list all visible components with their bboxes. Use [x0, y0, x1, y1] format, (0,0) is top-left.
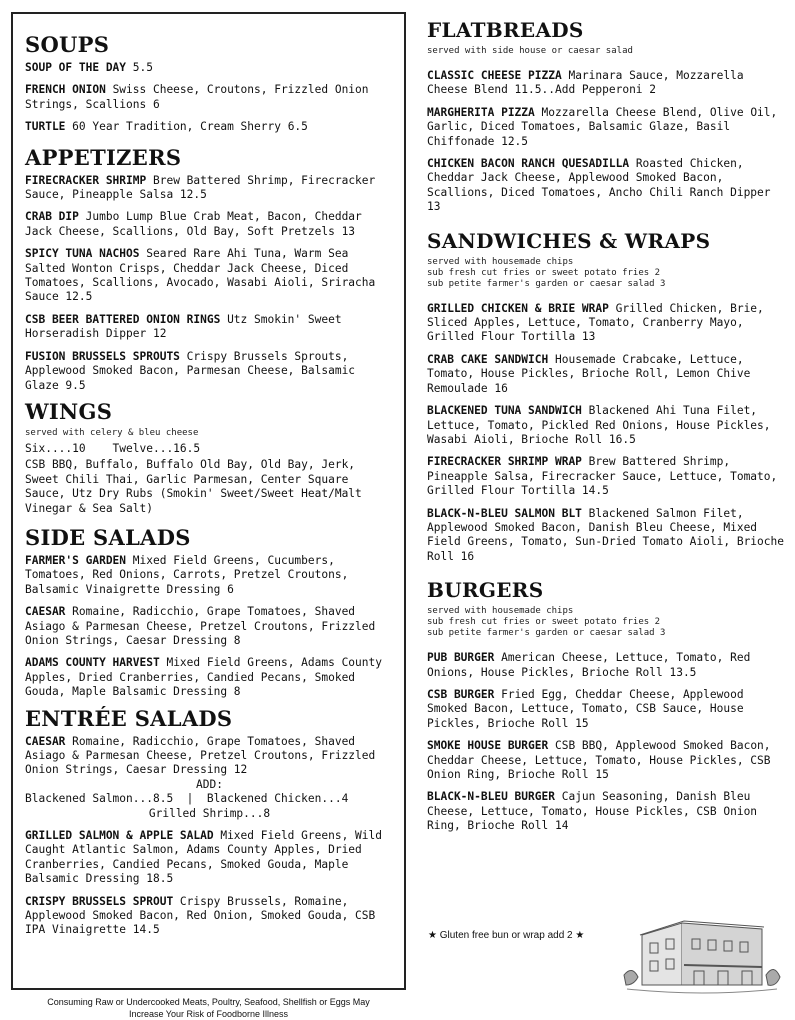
left-menu-column: [11, 12, 406, 990]
menu-item: FIRECRACKER SHRIMP Brew Battered Shrimp, Firecracker Sauce, Pineapple Salsa 12.5: [25, 173, 376, 202]
note-line: sub petite farmer's garden or caesar salad 3: [427, 278, 666, 289]
wings-prices: Six....10 Twelve...16.5: [25, 441, 201, 455]
menu-item: BLACKENED TUNA SANDWICH Blackened Ahi Tuna Filet, Lettuce, Tomato, Pickled Red Onions, House Pickles, Wasabi Aioli, Brioche Roll 16.5: [427, 404, 771, 446]
food-safety-warning: [11, 996, 406, 1020]
menu-item: BLACK-N-BLEU SALMON BLT Blackened Salmon Filet, Applewood Smoked Bacon, Danish Bleu Cheese, Mixed Field Greens, Tomato, Sun-Dried Tomato Aioli, Brioche Roll 16: [427, 506, 784, 563]
menu-item: SMOKE HOUSE BURGER CSB BBQ, Applewood Smoked Bacon, Cheddar Cheese, Lettuce, Tomato, House Pickles, CSB Onion Ring, Brioche Roll 15: [427, 739, 771, 781]
menu-item: ADAMS COUNTY HARVEST Mixed Field Greens, Adams County Apples, Dried Cranberries, Candied Pecans, Smoked Gouda, Maple Balsamic Dressing 8: [25, 656, 382, 699]
menu-item: GRILLED SALMON & APPLE SALAD Mixed Field Greens, Wild Caught Atlantic Salmon, Adams County Apples, Dried Cranberries, Candied Pecans, Smoked Gouda, Maple Balsamic Dressing 18.5: [25, 829, 382, 886]
menu-item: CSB BURGER Fried Egg, Cheddar Cheese, Applewood Smoked Bacon, Lettuce, Tomato, CSB Sauce, House Pickles, Brioche Roll 15: [427, 687, 744, 730]
menu-item: CRAB CAKE SANDWICH Housemade Crabcake, Lettuce, Tomato, House Pickles, Brioche Roll, Lemon Chive Remoulade 16: [427, 352, 751, 395]
burgers-note: [427, 606, 789, 639]
menu-item: TURTLE 60 Year Tradition, Cream Sherry 6.5: [25, 120, 308, 134]
menu-item: FRENCH ONION Swiss Cheese, Croutons, Frizzled Onion Strings, Scallions 6: [25, 83, 369, 111]
soups-heading: SOUPS: [25, 32, 110, 57]
menu-item: CRISPY BRUSSELS SPROUT Crispy Brussels, Romaine, Applewood Smoked Bacon, Red Onion, Smoked Gouda, CSB IPA Vinaigrette 14.5: [25, 894, 376, 937]
menu-item: CSB BEER BATTERED ONION RINGS Utz Smokin' Sweet Horseradish Dipper 12: [25, 312, 342, 341]
note-line: sub fresh cut fries or sweet potato fries 2: [427, 617, 660, 628]
menu-item: SPICY TUNA NACHOS Seared Rare Ahi Tuna, Warm Sea Salted Wonton Crisps, Cheddar Jack Cheese, Diced Tomatoes, Scallions, Avocado, Wasabi Aioli, Sriracha Sauce 12.5: [25, 247, 376, 304]
sandwiches-heading: SANDWICHES & WRAPS: [427, 228, 711, 253]
side-salads-heading: SIDE SALADS: [25, 524, 191, 550]
wings-note: served with celery & bleu cheese: [25, 427, 199, 438]
burgers-heading: BURGERS: [427, 578, 544, 603]
warning-line1: Consuming Raw or Undercooked Meats, Poultry, Seafood, Shellfish or Eggs May: [47, 997, 370, 1007]
flatbreads-heading: FLATBREADS: [427, 18, 584, 42]
note-line: sub petite farmer's garden or caesar salad 3: [427, 628, 666, 639]
menu-item: MARGHERITA PIZZA Mozzarella Cheese Blend, Olive Oil, Garlic, Diced Tomatoes, Balsamic Glaze, Basil Chiffonade 12.5: [427, 105, 778, 148]
menu-item: SOUP OF THE DAY 5.5: [25, 61, 153, 74]
menu-item: CLASSIC CHEESE PIZZA Marinara Sauce, Mozzarella Cheese Blend 11.5..Add Pepperoni 2: [427, 69, 744, 97]
note-line: served with housemade chips: [427, 606, 574, 617]
note-line: sub fresh cut fries or sweet potato fries 2: [427, 267, 660, 278]
sandwiches-note: [427, 257, 789, 290]
entree-salads-heading: ENTRÉE SALADS: [25, 705, 233, 731]
flatbreads-note: served with side house or caesar salad: [427, 46, 633, 56]
menu-item: CRAB DIP Jumbo Lump Blue Crab Meat, Bacon, Cheddar Jack Cheese, Scallions, Old Bay, Soft Pretzels 13: [25, 210, 362, 238]
add-options-line1: Blackened Salmon...8.5 | Blackened Chicken...4: [25, 792, 349, 806]
add-label: ADD:: [196, 777, 223, 791]
wings-heading: WINGS: [25, 398, 113, 424]
building-sketch-icon: [622, 905, 782, 995]
appetizers-heading: APPETIZERS: [25, 144, 182, 170]
menu-item: FIRECRACKER SHRIMP WRAP Brew Battered Shrimp, Pineapple Salsa, Firecracker Sauce, Lettuce, Tomato, Grilled Flour Tortilla 14.5: [427, 455, 778, 498]
menu-item: CAESAR Romaine, Radicchio, Grape Tomatoes, Shaved Asiago & Parmesan Cheese, Pretzel Croutons, Frizzled Onion Strings, Caesar Dressing 12: [25, 734, 376, 777]
menu-item: FUSION BRUSSELS SPROUTS Crispy Brussels Sprouts, Applewood Smoked Bacon, Parmesan Cheese, Balsamic Glaze 9.5: [25, 349, 356, 392]
menu-item: FARMER'S GARDEN Mixed Field Greens, Cucumbers, Tomatoes, Red Onions, Carrots, Pretzel Croutons, Balsamic Vinaigrette Dressing 6: [25, 553, 349, 596]
menu-item: GRILLED CHICKEN & BRIE WRAP Grilled Chicken, Brie, Sliced Apples, Lettuce, Tomato, Cranberry Mayo, Grilled Flour Tortilla 13: [427, 301, 764, 344]
menu-item: PUB BURGER American Cheese, Lettuce, Tomato, Red Onions, House Pickles, Brioche Roll 13.5: [427, 651, 751, 679]
right-menu-column: [427, 18, 789, 1008]
gluten-free-note: ★ Gluten free bun or wrap add 2 ★: [428, 930, 585, 941]
add-options-line2: Grilled Shrimp...8: [148, 806, 271, 820]
wings-sauces: CSB BBQ, Buffalo, Buffalo Old Bay, Old Bay, Jerk, Sweet Chili Thai, Garlic Parmesan, Center Square Sauce, Utz Dry Rubs (Smokin' Sweet/Sweet Heat/Malt Vinegar & Sea Salt): [25, 458, 362, 515]
menu-item: CHICKEN BACON RANCH QUESADILLA Roasted Chicken, Cheddar Jack Cheese, Applewood Smoked Bacon, Scallions, Diced Tomatoes, Ancho Chili Ranch Dipper 13: [427, 157, 771, 214]
menu-item: CAESAR Romaine, Radicchio, Grape Tomatoes, Shaved Asiago & Parmesan Cheese, Pretzel Croutons, Frizzled Onion Strings, Caesar Dressing 8: [25, 605, 376, 647]
note-line: served with housemade chips: [427, 256, 574, 267]
warning-line2: Increase Your Risk of Foodborne Illness: [128, 1009, 289, 1019]
menu-item: BLACK-N-BLEU BURGER Cajun Seasoning, Danish Bleu Cheese, Lettuce, Tomato, House Pickles, CSB Onion Ring, Brioche Roll 14: [427, 790, 758, 833]
